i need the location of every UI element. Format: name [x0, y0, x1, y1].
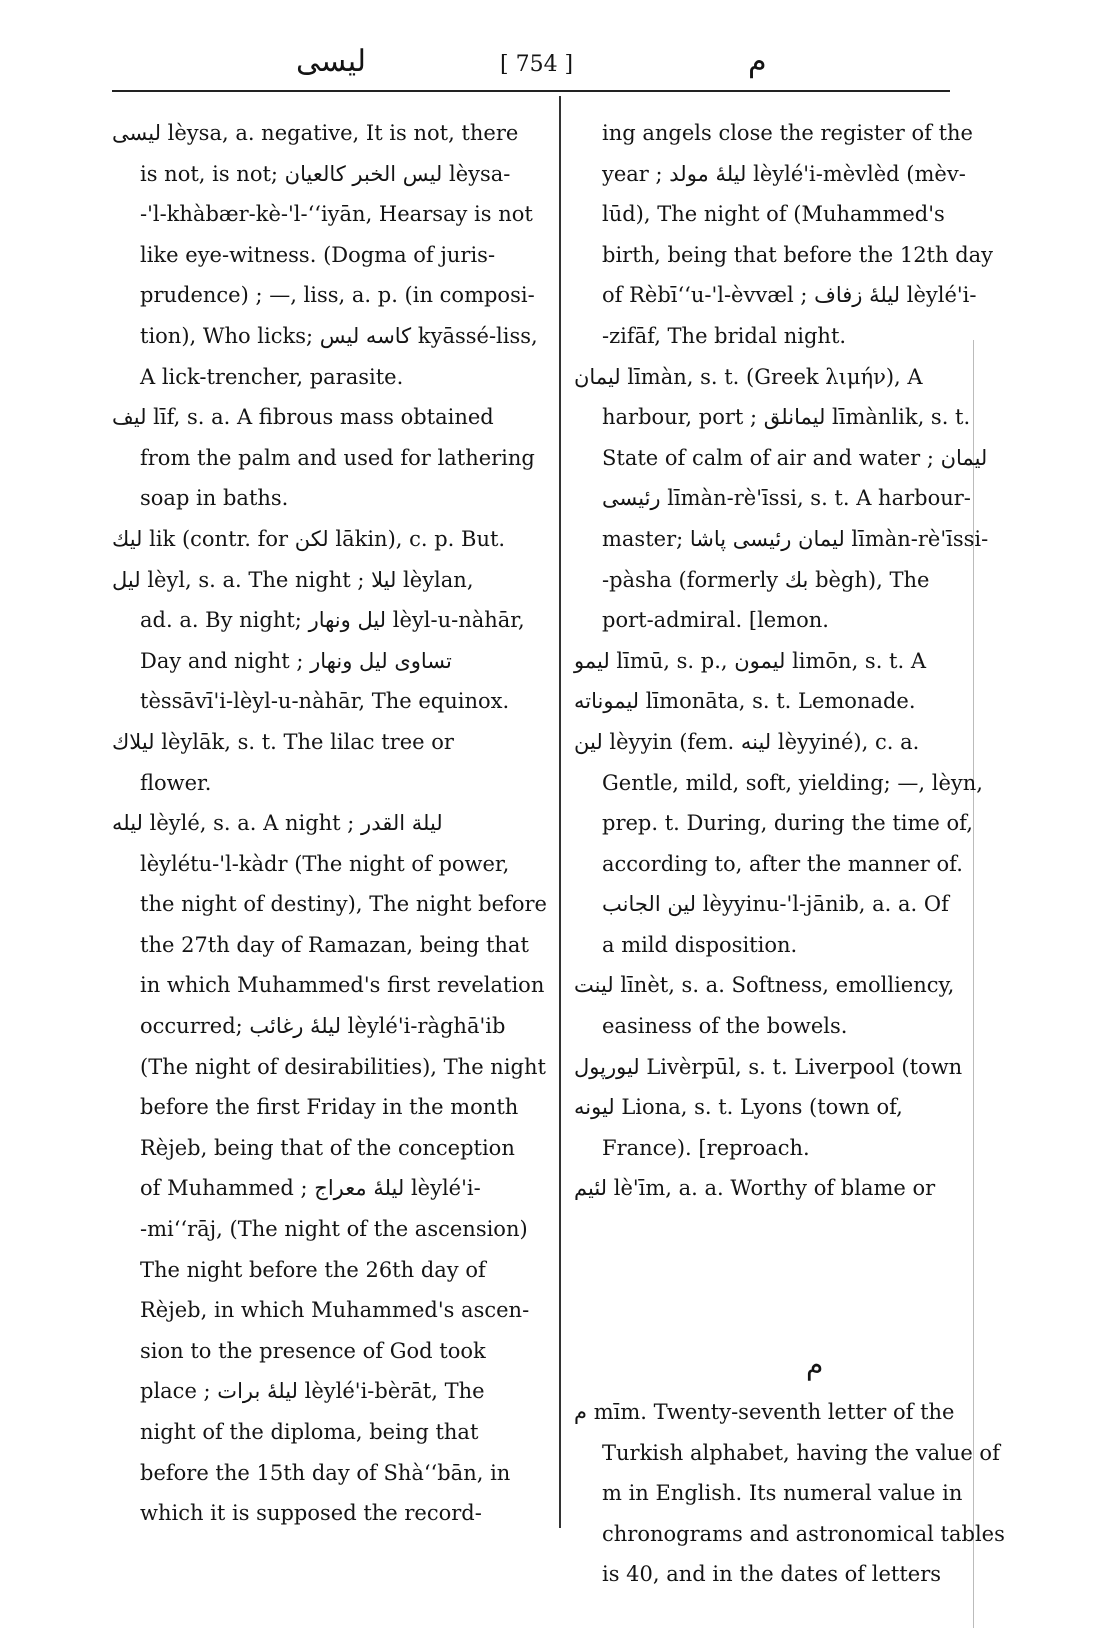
text-line: of Muhammed ; ليلهٔ معراج lèylé'i- [140, 1176, 481, 1201]
text-line: before the 15th day of Shà‘‘bān, in [140, 1460, 511, 1485]
text-line: from the palm and used for lathering [140, 445, 535, 470]
text-line: easiness of the bowels. [602, 1014, 848, 1039]
text-line: Day and night ; تساوى ليل ونهار [140, 648, 452, 673]
text-line: لينت līnèt, s. a. Softness, emolliency, [574, 973, 955, 998]
section-entry [574, 1392, 1005, 1595]
text-line: لين الجانب lèyyinu-'l-jānib, a. a. Of [602, 892, 949, 917]
left-column [112, 113, 552, 1534]
text-line: -'l-khàbær-kè-'l-‘‘iyān, Hearsay is not [140, 202, 533, 227]
text-line: -zifāf, The bridal night. [602, 323, 847, 348]
text-line: ليمو līmū, s. p., ليمون limōn, s. t. A [574, 648, 927, 673]
text-line: before the first Friday in the month [140, 1095, 519, 1120]
right-column [574, 113, 994, 1209]
running-head-word: ليسى [296, 44, 366, 79]
page-number: [ 754 ] [500, 52, 574, 77]
text-line: lèylétu-'l-kàdr (The night of power, [140, 851, 510, 876]
text-line: birth, being that before the 12th day [602, 242, 994, 267]
text-line: in which Muhammed's first revelation [140, 973, 545, 998]
section-letter-heading: م [806, 1348, 824, 1381]
text-line: ليله lèylé, s. a. A night ; ليلة القدر [112, 811, 443, 836]
text-line: of Rèbī‘‘u-'l-èvvæl ; ليلهٔ زفاف lèylé'i- [602, 283, 977, 308]
text-line: ليك lik (contr. for لكن lākin), c. p. But. [112, 526, 506, 551]
column-divider [559, 96, 561, 1528]
text-line: is 40, and in the dates of letters [602, 1562, 942, 1587]
text-line: (The night of desirabilities), The night [140, 1054, 546, 1079]
text-line: sion to the presence of God took [140, 1338, 486, 1363]
text-line: the night of destiny), The night before [140, 892, 547, 917]
text-line: soap in baths. [140, 486, 289, 511]
text-line: Rèjeb, in which Muhammed's ascen- [140, 1298, 530, 1323]
text-line: the 27th day of Ramazan, being that [140, 932, 529, 957]
text-line: ليف līf, s. a. A fibrous mass obtained [112, 405, 494, 430]
text-line: Rèjeb, being that of the conception [140, 1135, 515, 1160]
text-line: place ; ليلهٔ برات lèylé'i-bèrāt, The [140, 1379, 485, 1404]
text-line: ليونه Liona, s. t. Lyons (town of, [574, 1095, 903, 1120]
text-line: The night before the 26th day of [140, 1257, 486, 1282]
text-line: ad. a. By night; ليل ونهار lèyl-u-nàhār, [140, 608, 525, 633]
text-line: France). [reproach. [602, 1135, 810, 1160]
text-line: which it is supposed the record- [140, 1501, 482, 1526]
text-line: flower. [140, 770, 212, 795]
text-line: ليل lèyl, s. a. The night ; ليلا lèylan, [112, 567, 474, 592]
text-line: according to, after the manner of. [602, 851, 963, 876]
text-line: lūd), The night of (Muhammed's [602, 202, 945, 227]
text-line: State of calm of air and water ; ليمان [602, 445, 988, 470]
text-line: harbour, port ; ليمانلق līmànlik, s. t. [602, 405, 971, 430]
text-line: like eye-witness. (Dogma of juris- [140, 242, 496, 267]
text-line: ing angels close the register of the [602, 121, 973, 145]
text-line: A lick-trencher, parasite. [140, 364, 404, 389]
text-line: ليلاك lèylāk, s. t. The lilac tree or [112, 729, 454, 754]
text-line: لئيم lè'īm, a. a. Worthy of blame or [574, 1176, 936, 1201]
text-line: occurred; ليلهٔ رغائب lèylé'i-ràghā'ib [140, 1014, 506, 1039]
text-line: prep. t. During, during the time of, [602, 811, 973, 836]
running-head-letter: م [748, 44, 767, 79]
text-line: Turkish alphabet, having the value of [602, 1440, 1000, 1465]
text-line: -pàsha (formerly بك bègh), The [602, 567, 930, 592]
text-line: tèssāvī'i-lèyl-u-nàhār, The equinox. [140, 689, 510, 714]
text-line: ليمان līmàn, s. t. (Greek λιμήν), A [574, 364, 923, 389]
text-line: Gentle, mild, soft, yielding; —, lèyn, [602, 770, 983, 795]
text-line: m in English. Its numeral value in [602, 1481, 963, 1506]
text-line: tion), Who licks; كاسه ليس kyāssé-liss, [140, 323, 538, 348]
text-line: is not, is not; ليس الخبر كالعيان lèysa- [140, 161, 511, 186]
text-line: year ; ليلهٔ مولد lèylé'i-mèvlèd (mèv- [602, 161, 966, 186]
text-line: لين lèyyin (fem. لينه lèyyiné), c. a. [574, 729, 920, 754]
text-line: ليورپول Livèrpūl, s. t. Liverpool (town [574, 1054, 963, 1079]
text-line: chronograms and astronomical tables [602, 1521, 1005, 1546]
text-line: a mild disposition. [602, 932, 798, 957]
text-line: م mīm. Twenty-seventh letter of the [574, 1400, 955, 1424]
text-line: رئيسى līmàn-rè'īssi, s. t. A harbour- [602, 486, 971, 511]
text-line: ليسى lèysa, a. negative, It is not, there [112, 121, 519, 145]
text-line: ليموناته līmonāta, s. t. Lemonade. [574, 689, 916, 714]
text-line: -mi‘‘rāj, (The night of the ascension) [140, 1217, 528, 1242]
text-line: prudence) ; —, liss, a. p. (in composi- [140, 283, 535, 308]
text-line: night of the diploma, being that [140, 1420, 479, 1444]
text-line: master; ليمان رئيسى پاشا līmàn-rè'īssi- [602, 526, 989, 551]
text-line: port-admiral. [lemon. [602, 608, 829, 633]
header-rule [112, 90, 950, 92]
